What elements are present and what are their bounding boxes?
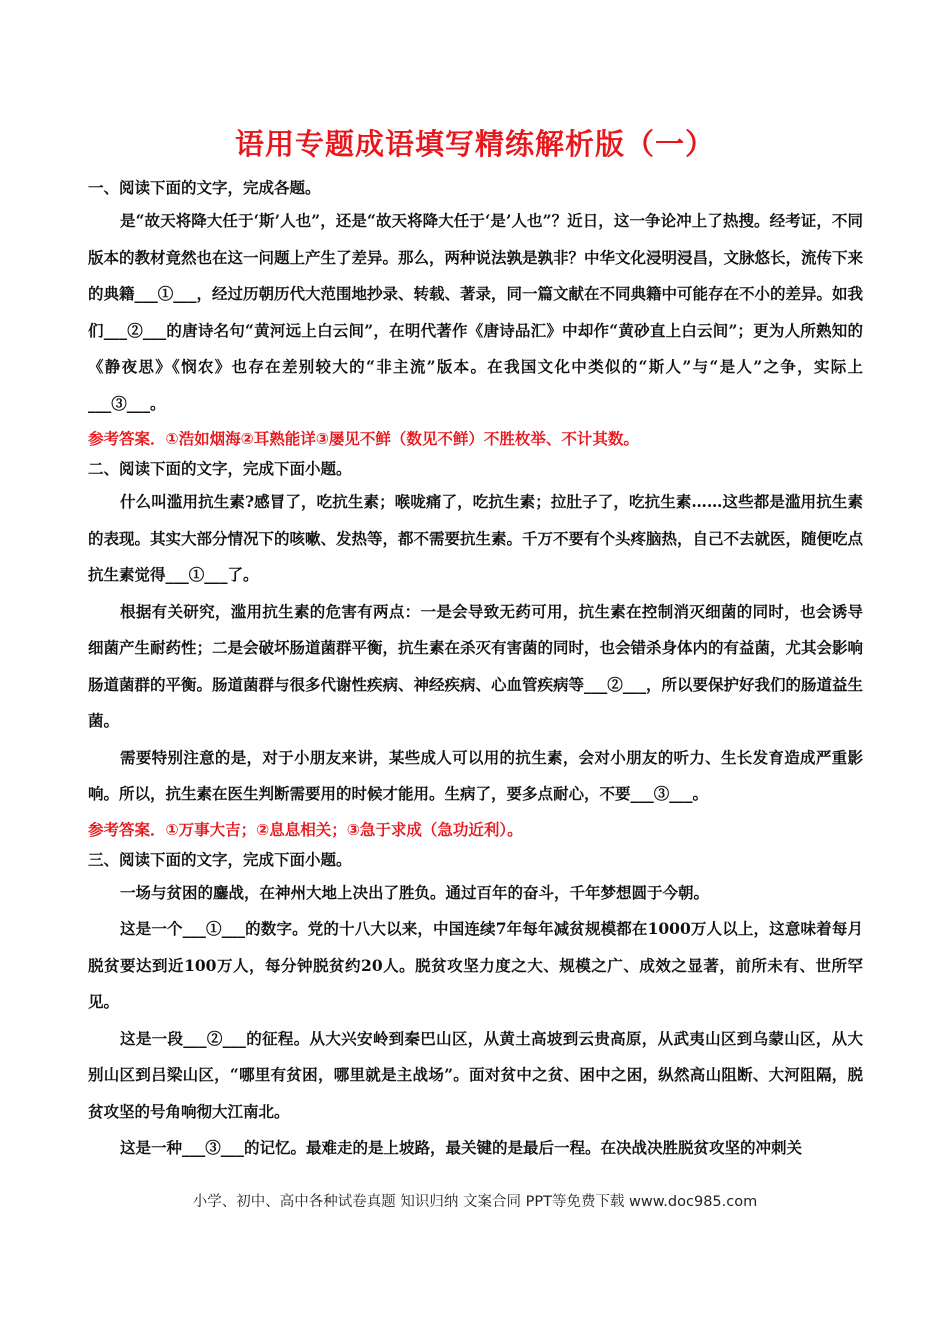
- page-footer: 小学、初中、高中各种试卷真题 知识归纳 文案合同 PPT等免费下载 www.doc985.com: [192, 1194, 758, 1210]
- page-title: 语用专题成语填写精练解析版（一）: [234, 127, 715, 161]
- section-2-heading: 二、阅读下面的文字，完成下面小题。: [88, 460, 352, 478]
- section-3-paragraph-2: 这是一个___①___的数字。党的十八大以来，中国连续7年每年减贫规模都在1000万人以上，这意味着每月脱贫要达到近100万人，每分钟脱贫约20人。脱贫攻坚力度之大、规模之广、成效之显著，前所未有、世所罕见。: [88, 919, 863, 1011]
- section-3-heading: 三、阅读下面的文字，完成下面小题。: [88, 850, 352, 869]
- section-3: [88, 845, 863, 1167]
- section-2: [88, 454, 863, 845]
- section-2-answer: 参考答案．①万事大吉；②息息相关；③急于求成（急功近利）。: [88, 820, 523, 839]
- section-3-paragraph-3: 这是一段___②___的征程。从大兴安岭到秦巴山区，从黄土高坡到云贵高原，从武夷山区到乌蒙山区，从大别山区到吕梁山区，“哪里有贫困，哪里就是主战场”。面对贫中之贫、困中之困，纵然高山阻断、大河阻隔，脱贫攻坚的号角响彻大江南北。: [88, 1028, 863, 1121]
- section-3-paragraph-4: 这是一种___③___的记忆。最难走的是上坡路，最关键的是最后一程。在决战决胜脱贫攻坚的冲刺关: [120, 1138, 803, 1157]
- section-1-paragraph-1: 是“故天将降大任于‘斯’人也”，还是“故天将降大任于‘是’人也”？近日，这一争论冲上了热搜。经考证，不同版本的教材竟然也在这一问题上产生了差异。那么，两种说法孰是孰非？中华文化浸明浸昌，文脉悠长，流传下来的典籍___①___，经过历朝历代大范围地抄录、转载、著录，同一篇文献在不同典籍中可能存在不小的差异。如我们___②___的唐诗名句“黄河远上白云间”，在明代著作《唐诗品汇》中却作“黄砂直上白云间”；更为人所熟知的《静夜思》《悯农》也存在差别较大的“非主流”版本。在我国文化中类似的“斯人”与“是人”之争，实际上___③___。: [88, 211, 864, 413]
- section-2-paragraph-3: 需要特别注意的是，对于小朋友来讲，某些成人可以用的抗生素，会对小朋友的听力、生长发育造成严重影响。所以，抗生素在医生判断需要用的时候才能用。生病了，要多点耐心，不要___③___。: [88, 747, 863, 803]
- section-2-paragraph-2: 根据有关研究，滥用抗生素的危害有两点：一是会导致无药可用，抗生素在控制消灭细菌的同时，也会诱导细菌产生耐药性；二是会破坏肠道菌群平衡，抗生素在杀灭有害菌的同时，也会错杀身体内的有益菌，尤其会影响肠道菌群的平衡。肠道菌群与很多代谢性疾病、神经疾病、心血管疾病等___②___，所以要保护好我们的肠道益生菌。: [88, 601, 864, 730]
- section-1-answer: 参考答案．①浩如烟海②耳熟能详③屡见不鲜（数见不鲜）不胜枚举、不计其数。: [88, 430, 639, 448]
- section-2-paragraph-1: 什么叫滥用抗生素?感冒了，吃抗生素；喉咙痛了，吃抗生素；拉肚子了，吃抗生素……这些都是滥用抗生素的表现。其实大部分情况下的咳嗽、发热等，都不需要抗生素。千万不要有个头疼脑热，自己不去就医，随便吃点抗生素觉得___①___了。: [88, 492, 864, 584]
- section-1: [88, 173, 863, 454]
- document-body: [88, 173, 863, 1167]
- section-3-paragraph-1: 一场与贫困的鏖战，在神州大地上决出了胜负。通过百年的奋斗，千年梦想圆于今朝。: [120, 882, 710, 902]
- section-1-heading: 一、阅读下面的文字，完成各题。: [88, 179, 321, 197]
